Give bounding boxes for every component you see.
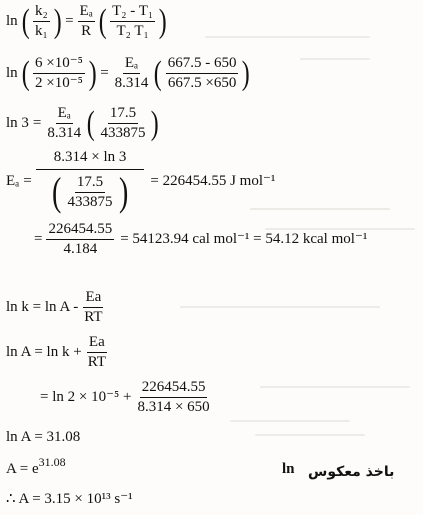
fraction-denominator: 667.5 ×650 [167, 75, 237, 91]
ln-a-result: ln A = 31.08 [6, 429, 81, 445]
bleed-through-mark [300, 58, 370, 60]
equation-line-substituted-values [4, 56, 252, 91]
fraction-denominator: 433875 [100, 125, 146, 141]
a-final-result: ∴ A = 3.15 × 10¹³ s⁻¹ [6, 491, 133, 507]
fraction-k-values [33, 56, 85, 91]
right-paren: ) [158, 2, 167, 40]
arabic-note-ln: ln [282, 461, 295, 477]
ln-symbol: ln [6, 13, 18, 29]
fraction-ea-over-rt-values [135, 380, 211, 415]
left-paren: ( [21, 54, 30, 92]
fraction-numerator: Ea [83, 290, 103, 308]
ln-three: ln 3 [6, 115, 29, 131]
bleed-through-mark [260, 386, 410, 388]
fraction-denominator: 2 ×10⁻⁵ [35, 75, 83, 91]
fraction-ea-over-rt [86, 335, 108, 370]
left-paren: ( [21, 2, 30, 40]
ln-symbol: ln [6, 65, 18, 81]
equals-sign: = [23, 172, 32, 189]
fraction-k-ratio [33, 4, 50, 39]
fraction-denominator: RT [87, 354, 106, 370]
equals-sign: = [32, 115, 42, 131]
fraction-joule-to-cal [46, 222, 114, 257]
fraction-numerator: 226454.55 [140, 380, 208, 398]
equation-line-ln3 [4, 106, 161, 141]
equation-line-ea-calories [32, 222, 369, 257]
ln-a-expression: ln A = ln k + [6, 344, 82, 360]
fraction-numerator: 8.314 × ln 3 [36, 150, 145, 170]
fraction-numerator: Eₐ [56, 106, 73, 124]
right-paren: ) [53, 2, 62, 40]
equation-line-ln-a [4, 335, 110, 370]
fraction-temperature-values [166, 56, 239, 91]
a-base: A = e [6, 461, 39, 477]
fraction-temperature-simplified [98, 106, 147, 141]
fraction-ea-over-r [45, 106, 83, 141]
fraction-ea-calculation [36, 150, 145, 212]
fraction-ea-over-r [113, 56, 151, 91]
equation-line-ln-a-values [38, 380, 214, 415]
fraction-temperature-term [110, 4, 155, 39]
fraction-denominator: 8.314 [114, 75, 149, 91]
fraction-numerator: 667.5 - 650 [166, 56, 239, 74]
bleed-through-mark [255, 434, 365, 436]
left-paren: ( [86, 104, 95, 142]
left-paren: ( [52, 169, 62, 214]
fraction-denominator: T₂ T₁ [116, 23, 149, 39]
arabic-note-inverse: باخذ معكوس [308, 464, 395, 480]
fraction-numerator: 17.5 [108, 106, 138, 124]
fraction-denominator: R [81, 23, 92, 39]
fraction-inner-temperature [66, 175, 115, 210]
equals-sign: = [34, 231, 43, 247]
equation-line-arrhenius-two-point [4, 4, 168, 39]
fraction-denominator: 433875 [67, 193, 113, 210]
ln-a-substitution: = ln 2 × 10⁻⁵ + [40, 389, 132, 405]
equation-line-a-exponential [4, 454, 66, 477]
fraction-numerator: T₂ - T₁ [110, 4, 155, 22]
fraction-denominator [48, 170, 132, 212]
ea-result-calories: = 54123.94 cal mol⁻¹ = 54.12 kcal mol⁻¹ [120, 231, 368, 247]
fraction-ea-over-r [78, 4, 95, 39]
left-paren: ( [154, 54, 163, 92]
ln-k-expression: ln k = ln A - [6, 299, 79, 315]
right-paren: ) [242, 54, 251, 92]
equation-line-a-final [4, 492, 135, 507]
fraction-denominator: 8.314 × 650 [137, 399, 210, 415]
fraction-denominator: RT [84, 309, 103, 325]
fraction-numerator: 226454.55 [46, 222, 114, 240]
equation-line-ln-a-result [4, 430, 82, 445]
fraction-numerator: k₂ [33, 4, 50, 22]
equation-line-arrhenius-log [4, 290, 107, 325]
left-paren: ( [98, 2, 107, 40]
bleed-through-mark [180, 306, 380, 308]
right-paren: ) [88, 54, 97, 92]
a-exponent: 31.08 [38, 454, 66, 469]
ea-symbol: Eₐ [6, 172, 20, 189]
fraction-ea-over-rt [82, 290, 104, 325]
fraction-denominator: 4.184 [63, 241, 98, 257]
fraction-numerator: Ea [87, 335, 107, 353]
fraction-numerator: Eₐ [78, 4, 95, 22]
equals-sign: = [65, 13, 74, 29]
bleed-through-mark [205, 36, 370, 38]
fraction-numerator: Eₐ [123, 56, 140, 74]
ea-result-joules: = 226454.55 J mol⁻¹ [150, 172, 276, 189]
equals-sign: = [100, 65, 109, 81]
fraction-numerator: 6 ×10⁻⁵ [33, 56, 85, 74]
fraction-numerator: 17.5 [75, 175, 105, 193]
right-paren: ) [151, 104, 160, 142]
fraction-denominator: 8.314 [47, 125, 82, 141]
equation-line-ea-joules [4, 150, 277, 212]
fraction-denominator: k₁ [35, 23, 48, 39]
bleed-through-mark [230, 420, 350, 422]
right-paren: ) [118, 169, 128, 214]
